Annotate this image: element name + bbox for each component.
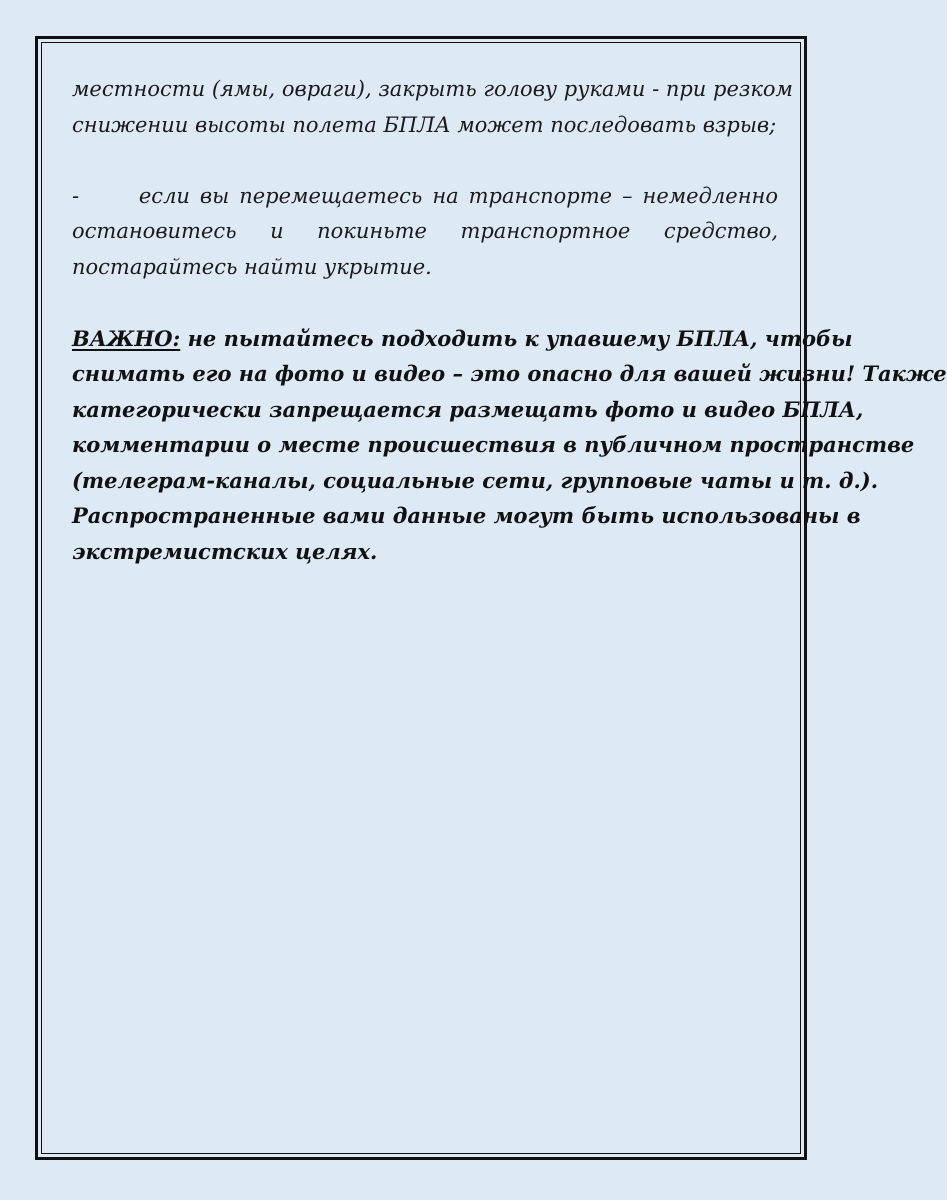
paragraph-line: местности (ямы, овраги), закрыть голову руками - при резком xyxy=(72,77,793,101)
important-label: ВАЖНО: xyxy=(72,325,181,351)
paragraph-line: комментарии о месте происшествия в публичном пространстве xyxy=(72,432,915,457)
paragraph-line: постарайтесь найти укрытие. xyxy=(72,254,432,279)
paragraph-line-text: если вы перемещаетесь на транспорте – немедленно xyxy=(138,183,778,208)
paragraph-transport xyxy=(72,179,778,286)
paragraph-terrain xyxy=(72,72,793,143)
paragraph-line: снижении высоты полета БПЛА может последовать взрыв; xyxy=(72,112,777,137)
paragraph-line: экстремистских целях. xyxy=(72,538,378,564)
paragraph-spacer xyxy=(72,143,778,179)
paragraph-line xyxy=(72,321,853,357)
list-dash: - xyxy=(72,183,80,208)
paragraph-line xyxy=(72,179,778,215)
paragraph-spacer xyxy=(72,285,778,321)
paragraph-line: категорически запрещается размещать фото и видео БПЛА, xyxy=(72,396,864,422)
paragraph-line: (телеграм-каналы, социальные сети, групповые чаты и т. д.). xyxy=(72,467,879,493)
document-body xyxy=(72,72,947,569)
paragraph-important xyxy=(72,321,947,570)
paragraph-line: снимать его на фото и видео – это опасно для вашей жизни! Также xyxy=(72,361,947,386)
paragraph-line: остановитесь и покиньте транспортное средство, xyxy=(72,219,778,243)
paragraph-line-text: не пытайтесь подходить к упавшему БПЛА, чтобы xyxy=(180,325,853,351)
paragraph-line: Распространенные вами данные могут быть использованы в xyxy=(72,503,861,528)
